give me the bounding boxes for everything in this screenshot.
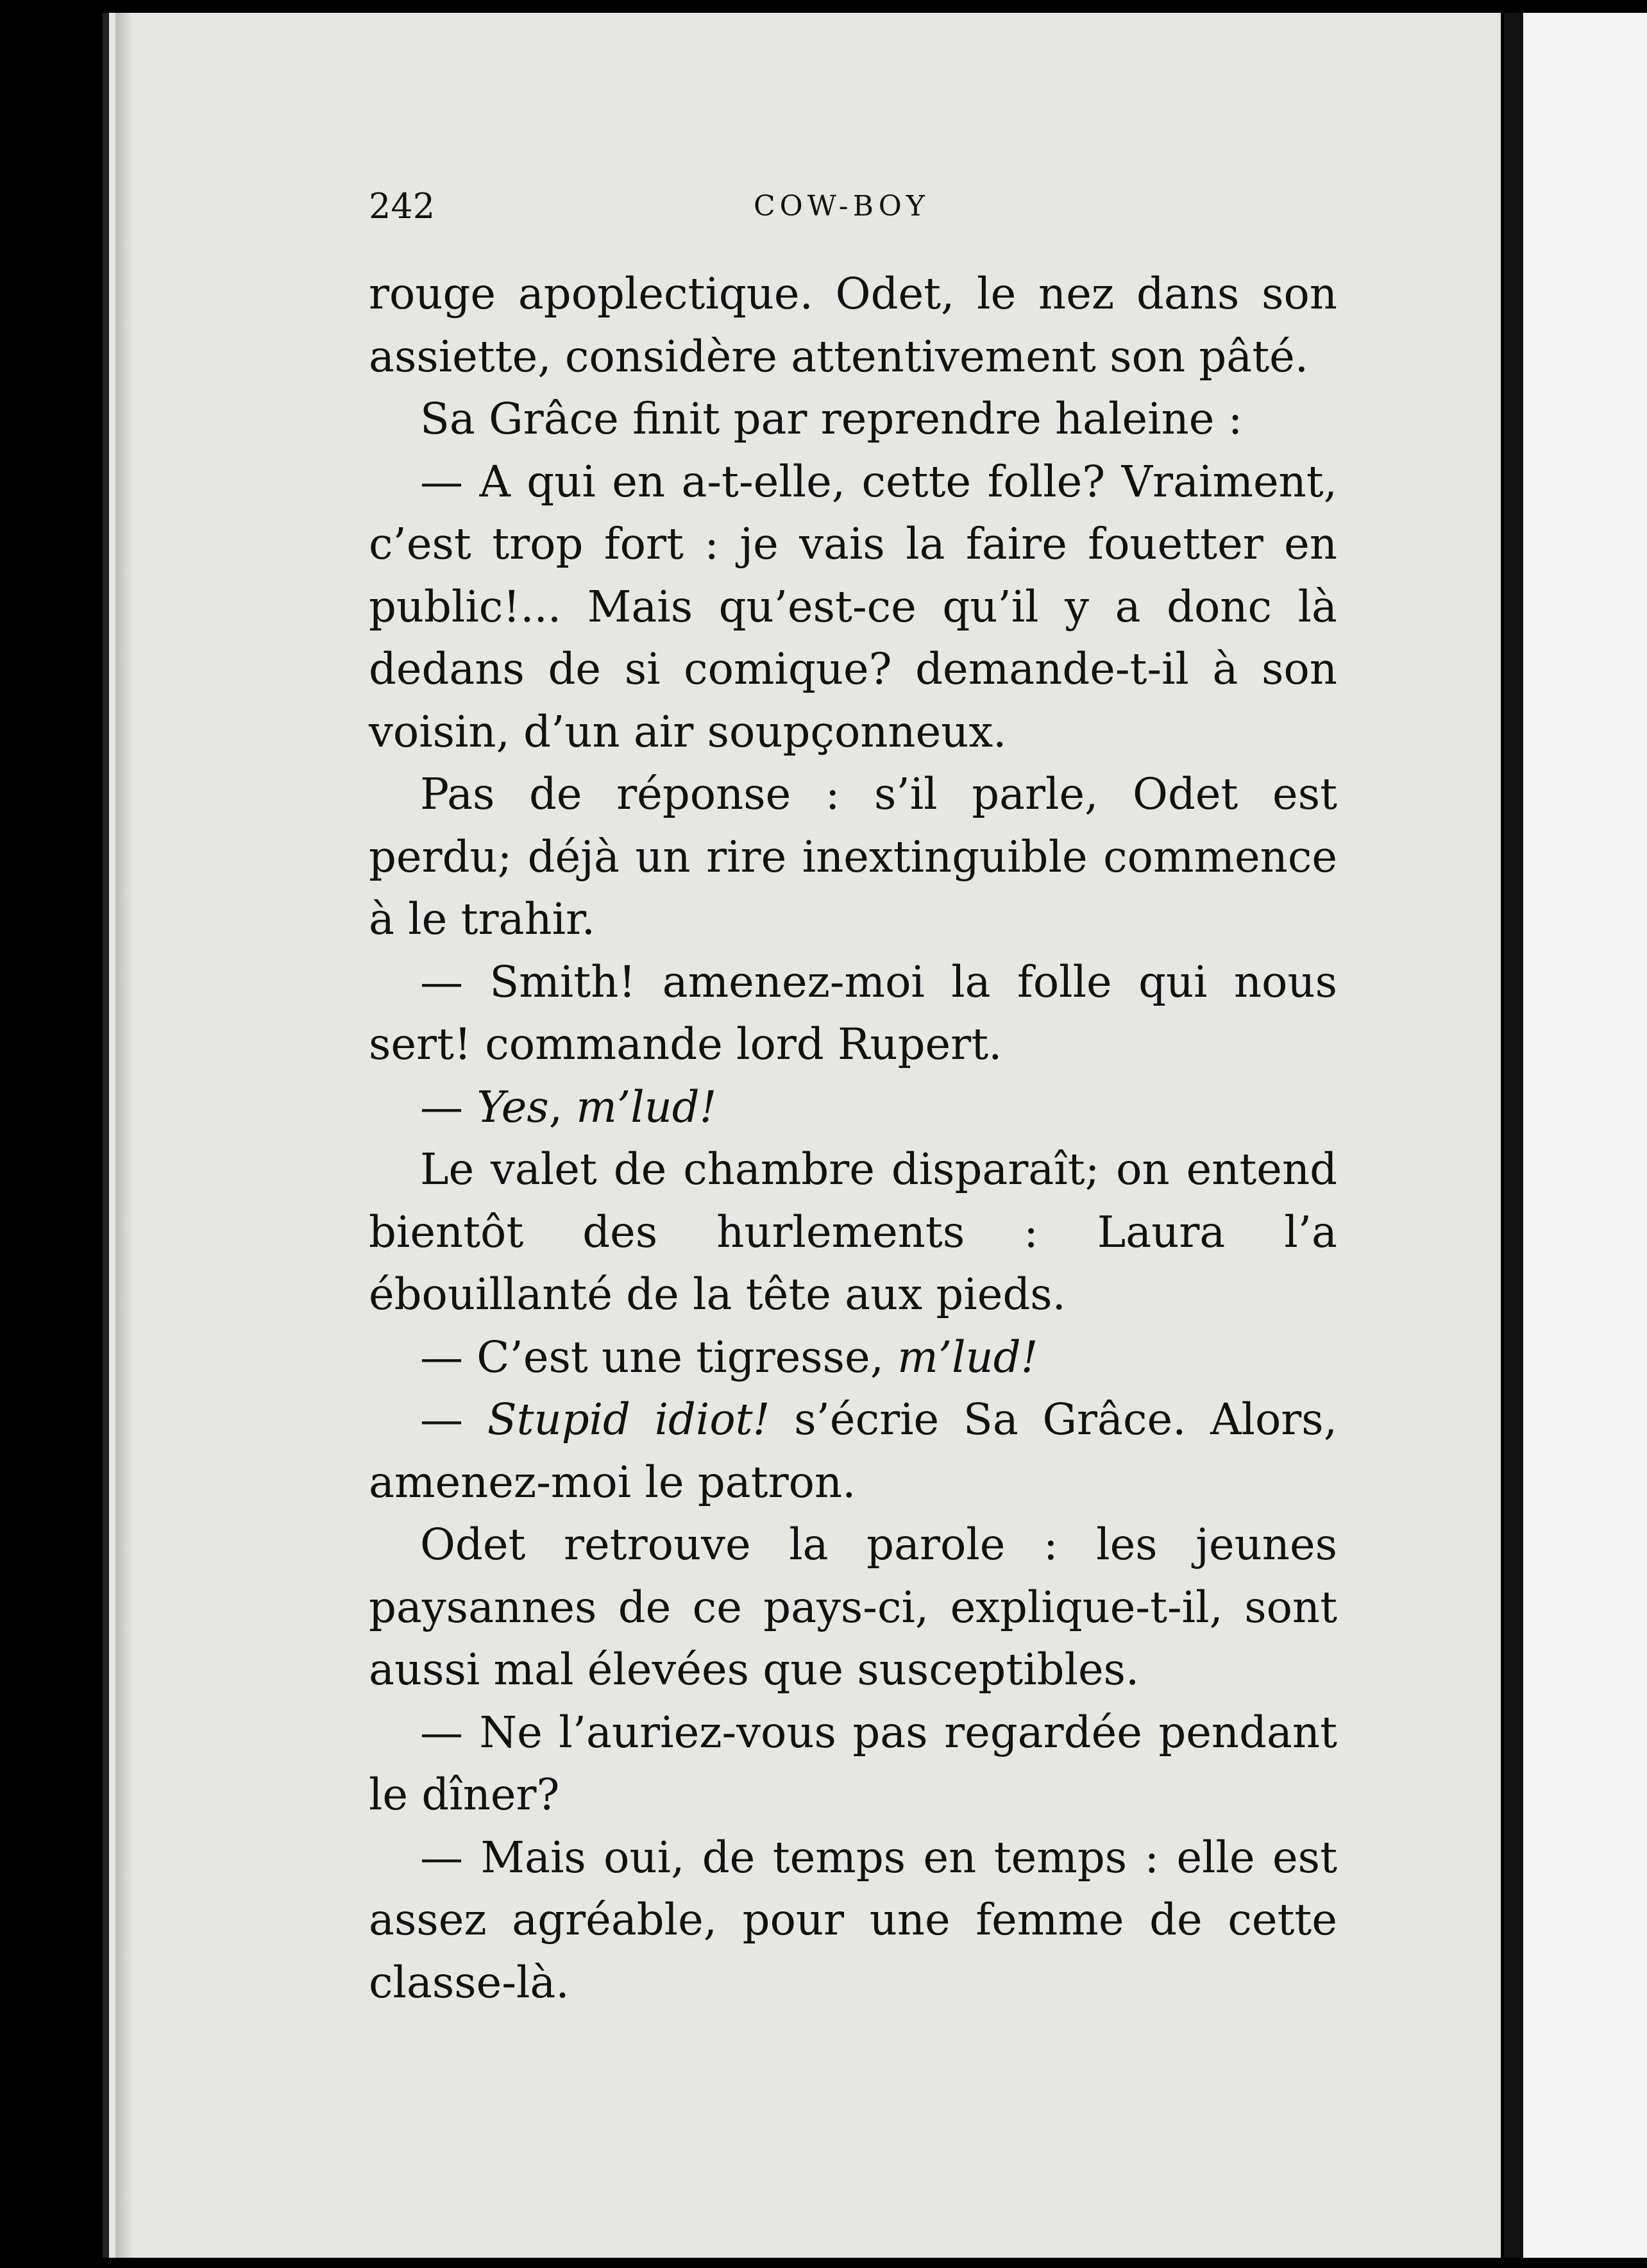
text-run: , <box>548 1081 577 1132</box>
italic-text: Stupid idiot! <box>487 1394 770 1444</box>
text-run: Odet retrouve la parole : les jeunes paysannes de ce pays-ci, explique-t-il, sont aussi mal élevées que susceptibles. <box>369 1519 1337 1695</box>
paragraph <box>369 1138 1337 1326</box>
paragraph <box>369 1827 1337 2015</box>
running-head <box>369 186 1337 231</box>
text-run: — <box>420 1394 487 1444</box>
paragraph <box>369 1514 1337 1702</box>
page-number: 242 <box>369 186 435 226</box>
text-run: — Ne l’auriez-vous pas regardée pendant le dîner? <box>369 1707 1337 1820</box>
paragraph <box>369 263 1337 388</box>
page-gutter-shadow <box>115 13 133 2258</box>
text-run: — A qui en a-t-elle, cette folle? Vraiment, c’est trop fort : je vais la faire fouetter en public!... Mais qu’est-ce qu’il y a donc là dedans de si comique? demande-t-il à son voisin, d’un air soupçonneux. <box>369 456 1337 757</box>
text-run: — C’est une tigresse, <box>420 1332 898 1382</box>
running-title: COW-BOY <box>754 190 929 223</box>
adjacent-page-edge <box>1523 13 1647 2258</box>
text-run: — Smith! amenez-moi la folle qui nous sert! commande lord Rupert. <box>369 956 1337 1069</box>
text-run: s’écrie Sa Grâce. Alors, amenez-moi le patron. <box>369 1394 1337 1507</box>
text-run: Sa Grâce finit par reprendre haleine : <box>420 394 1243 444</box>
paragraph <box>369 1702 1337 1827</box>
paragraph <box>369 1326 1337 1389</box>
text-run: Le valet de chambre disparaît; on entend bientôt des hurlements : Laura l’a ébouillanté de la tête aux pieds. <box>369 1144 1337 1319</box>
paragraph <box>369 951 1337 1076</box>
italic-text: m’lud! <box>576 1081 717 1132</box>
text-run: — <box>420 1081 477 1132</box>
paragraph <box>369 451 1337 764</box>
paragraph <box>369 388 1337 451</box>
paragraph <box>369 1389 1337 1514</box>
body-text <box>369 263 1337 2014</box>
italic-text: Yes <box>477 1081 549 1132</box>
text-run: rouge apoplectique. Odet, le nez dans son assiette, considère attentivement son pâté. <box>369 269 1337 382</box>
book-spine-edge <box>1504 13 1523 2258</box>
italic-text: m’lud! <box>897 1332 1038 1382</box>
paragraph <box>369 1076 1337 1139</box>
text-run: — Mais oui, de temps en temps : elle est assez agréable, pour une femme de cette classe-là. <box>369 1832 1337 2008</box>
text-run: Pas de réponse : s’il parle, Odet est perdu; déjà un rire inextinguible commence à le trahir. <box>369 769 1337 944</box>
paragraph <box>369 763 1337 951</box>
